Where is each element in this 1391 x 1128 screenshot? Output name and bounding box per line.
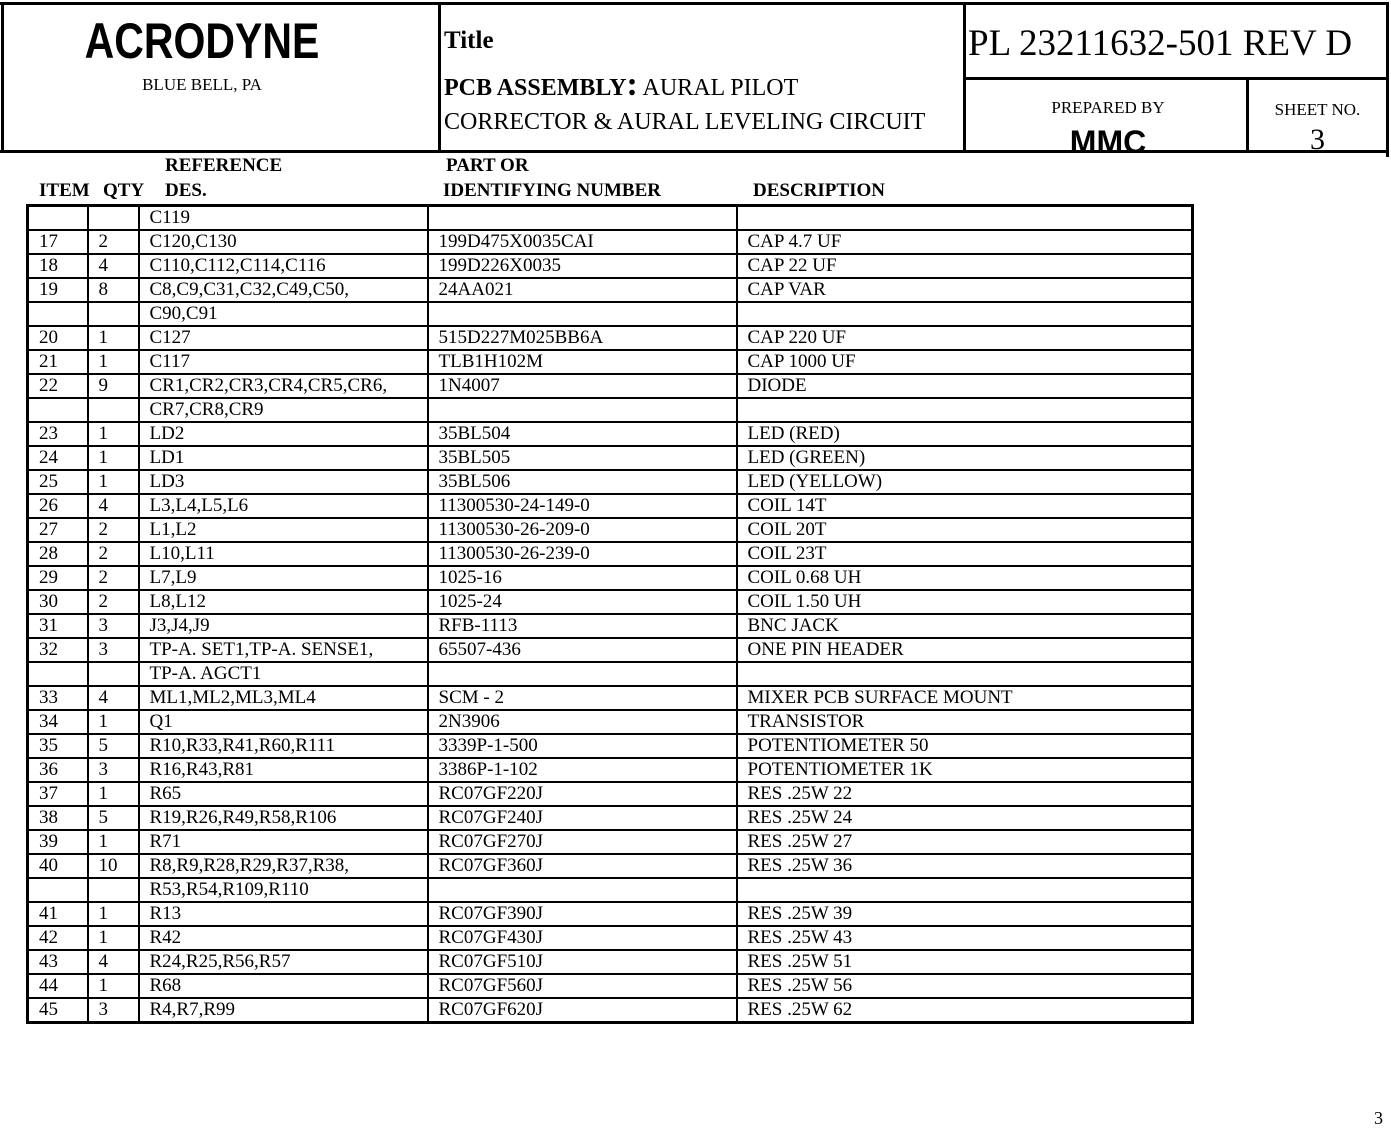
item-cell: 27 [28, 518, 88, 542]
description-cell: RES .25W 24 [737, 806, 1193, 830]
prepared-by-value: MMC [1069, 124, 1147, 153]
item-cell [28, 302, 88, 326]
header-reference-line1: REFERENCE [165, 155, 283, 176]
item-cell: 34 [28, 710, 88, 734]
part-number-cell: RFB-1113 [428, 614, 737, 638]
qty-cell: 4 [88, 494, 139, 518]
item-cell [28, 398, 88, 422]
description-cell: DIODE [737, 374, 1193, 398]
qty-cell: 10 [88, 854, 139, 878]
title-block-top-border [0, 2, 1389, 5]
part-number-cell: RC07GF560J [428, 974, 737, 998]
table-row [28, 518, 1193, 542]
part-number-cell: 65507-436 [428, 638, 737, 662]
table-row [28, 734, 1193, 758]
description-cell: CAP 22 UF [737, 254, 1193, 278]
title-line-1-rest: AURAL PILOT [637, 75, 799, 101]
description-cell: COIL 0.68 UH [737, 566, 1193, 590]
qty-cell: 5 [88, 734, 139, 758]
item-cell: 21 [28, 350, 88, 374]
table-row [28, 326, 1193, 350]
qty-cell [88, 398, 139, 422]
title-prefix: PCB ASSEMBLY [444, 75, 627, 101]
item-cell: 37 [28, 782, 88, 806]
item-cell: 43 [28, 950, 88, 974]
header-qty: QTY [103, 180, 145, 201]
table-row [28, 878, 1193, 902]
document-part-number: PL 23211632-501 REV D [968, 23, 1353, 64]
item-cell: 23 [28, 422, 88, 446]
description-cell: COIL 1.50 UH [737, 590, 1193, 614]
item-cell: 39 [28, 830, 88, 854]
qty-cell [88, 206, 139, 231]
table-row [28, 710, 1193, 734]
reference-cell: CR1,CR2,CR3,CR4,CR5,CR6, [139, 374, 428, 398]
part-number-cell: 1025-16 [428, 566, 737, 590]
item-cell: 32 [28, 638, 88, 662]
description-cell: MIXER PCB SURFACE MOUNT [737, 686, 1193, 710]
table-row [28, 614, 1193, 638]
table-row [28, 998, 1193, 1023]
page-number: 3 [1374, 1108, 1383, 1128]
table-row [28, 254, 1193, 278]
part-number-cell: 11300530-24-149-0 [428, 494, 737, 518]
description-cell: CAP 4.7 UF [737, 230, 1193, 254]
description-cell [737, 662, 1193, 686]
reference-cell: C110,C112,C114,C116 [139, 254, 428, 278]
reference-cell: R42 [139, 926, 428, 950]
qty-cell: 1 [88, 710, 139, 734]
header-item: ITEM [39, 180, 90, 201]
description-cell: ONE PIN HEADER [737, 638, 1193, 662]
table-row [28, 806, 1193, 830]
table-row [28, 422, 1193, 446]
parts-list-body [28, 206, 1193, 1023]
qty-cell: 1 [88, 422, 139, 446]
reference-cell: C90,C91 [139, 302, 428, 326]
part-number-cell: RC07GF220J [428, 782, 737, 806]
qty-cell: 3 [88, 638, 139, 662]
part-number-cell: 515D227M025BB6A [428, 326, 737, 350]
part-number-cell: 199D226X0035 [428, 254, 737, 278]
reference-cell: L8,L12 [139, 590, 428, 614]
reference-cell: R16,R43,R81 [139, 758, 428, 782]
qty-cell: 8 [88, 278, 139, 302]
part-number-cell [428, 662, 737, 686]
title-label: Title [444, 27, 494, 54]
table-row [28, 350, 1193, 374]
table-row [28, 926, 1193, 950]
part-number-cell [428, 302, 737, 326]
item-cell [28, 662, 88, 686]
title-block-divider-1 [438, 2, 441, 153]
description-cell: CAP 1000 UF [737, 350, 1193, 374]
item-cell: 17 [28, 230, 88, 254]
description-cell: RES .25W 51 [737, 950, 1193, 974]
part-number-cell: 199D475X0035CAI [428, 230, 737, 254]
description-cell: POTENTIOMETER 1K [737, 758, 1193, 782]
item-cell: 45 [28, 998, 88, 1023]
qty-cell: 1 [88, 350, 139, 374]
description-cell: COIL 23T [737, 542, 1193, 566]
qty-cell: 1 [88, 470, 139, 494]
part-number-cell: 1N4007 [428, 374, 737, 398]
part-number-cell: 2N3906 [428, 710, 737, 734]
qty-cell: 2 [88, 566, 139, 590]
item-cell: 44 [28, 974, 88, 998]
table-row [28, 470, 1193, 494]
description-cell: BNC JACK [737, 614, 1193, 638]
reference-cell: R68 [139, 974, 428, 998]
reference-cell: L3,L4,L5,L6 [139, 494, 428, 518]
qty-cell: 3 [88, 758, 139, 782]
item-cell [28, 206, 88, 231]
sheet-number-value: 3 [1310, 124, 1325, 153]
reference-cell: R8,R9,R28,R29,R37,R38, [139, 854, 428, 878]
qty-cell: 2 [88, 230, 139, 254]
part-number-cell: 24AA021 [428, 278, 737, 302]
part-number-cell: RC07GF360J [428, 854, 737, 878]
table-row [28, 974, 1193, 998]
title-colon: : [626, 66, 638, 103]
table-row [28, 590, 1193, 614]
qty-cell: 9 [88, 374, 139, 398]
qty-cell: 1 [88, 830, 139, 854]
header-part-line2: IDENTIFYING NUMBER [443, 180, 661, 201]
reference-cell: R65 [139, 782, 428, 806]
table-row [28, 950, 1193, 974]
table-row [28, 830, 1193, 854]
reference-cell: R24,R25,R56,R57 [139, 950, 428, 974]
qty-cell: 4 [88, 254, 139, 278]
qty-cell [88, 662, 139, 686]
description-cell: COIL 20T [737, 518, 1193, 542]
part-number-cell: RC07GF620J [428, 998, 737, 1023]
part-number-cell [428, 878, 737, 902]
company-location: BLUE BELL, PA [142, 75, 262, 94]
reference-cell: C120,C130 [139, 230, 428, 254]
item-cell: 38 [28, 806, 88, 830]
title-block [0, 0, 1391, 153]
qty-cell: 2 [88, 542, 139, 566]
company-logo: ACRODYNE [84, 13, 320, 69]
table-row [28, 374, 1193, 398]
description-cell: CAP VAR [737, 278, 1193, 302]
title-line-2: CORRECTOR & AURAL LEVELING CIRCUIT [444, 109, 926, 135]
table-row [28, 566, 1193, 590]
part-number-cell: RC07GF430J [428, 926, 737, 950]
item-cell: 28 [28, 542, 88, 566]
reference-cell: TP-A. AGCT1 [139, 662, 428, 686]
item-cell: 22 [28, 374, 88, 398]
part-number-cell: 1025-24 [428, 590, 737, 614]
reference-cell: R13 [139, 902, 428, 926]
title-line-1 [444, 66, 799, 103]
qty-cell: 3 [88, 614, 139, 638]
reference-cell: Q1 [139, 710, 428, 734]
table-row [28, 662, 1193, 686]
description-cell: TRANSISTOR [737, 710, 1193, 734]
table-row [28, 758, 1193, 782]
qty-cell: 1 [88, 326, 139, 350]
description-cell: RES .25W 27 [737, 830, 1193, 854]
parts-list-table [26, 204, 1194, 1024]
part-number-cell: 11300530-26-239-0 [428, 542, 737, 566]
reference-cell: R4,R7,R99 [139, 998, 428, 1023]
reference-cell: CR7,CR8,CR9 [139, 398, 428, 422]
description-cell: RES .25W 56 [737, 974, 1193, 998]
part-number-cell: TLB1H102M [428, 350, 737, 374]
reference-cell: LD1 [139, 446, 428, 470]
description-cell: LED (YELLOW) [737, 470, 1193, 494]
table-row [28, 494, 1193, 518]
item-cell: 19 [28, 278, 88, 302]
sheet-number-label: SHEET NO. [1274, 100, 1361, 119]
item-cell: 20 [28, 326, 88, 350]
table-row [28, 230, 1193, 254]
part-number-cell: 11300530-26-209-0 [428, 518, 737, 542]
reference-cell: L10,L11 [139, 542, 428, 566]
reference-cell: LD2 [139, 422, 428, 446]
title-block-divider-3 [963, 77, 1389, 80]
reference-cell: L1,L2 [139, 518, 428, 542]
qty-cell: 2 [88, 590, 139, 614]
qty-cell: 3 [88, 998, 139, 1023]
prepared-by-label: PREPARED BY [1051, 98, 1165, 117]
reference-cell: R10,R33,R41,R60,R111 [139, 734, 428, 758]
description-cell: RES .25W 36 [737, 854, 1193, 878]
part-number-cell: RC07GF510J [428, 950, 737, 974]
description-cell: CAP 220 UF [737, 326, 1193, 350]
header-reference-line2: DES. [165, 180, 207, 201]
item-cell: 42 [28, 926, 88, 950]
item-cell: 30 [28, 590, 88, 614]
part-number-cell: 35BL505 [428, 446, 737, 470]
reference-cell: C127 [139, 326, 428, 350]
header-description: DESCRIPTION [753, 180, 885, 201]
description-cell: LED (GREEN) [737, 446, 1193, 470]
reference-cell: R53,R54,R109,R110 [139, 878, 428, 902]
qty-cell: 1 [88, 974, 139, 998]
qty-cell: 1 [88, 902, 139, 926]
part-number-cell: 35BL504 [428, 422, 737, 446]
table-row [28, 902, 1193, 926]
description-cell: RES .25W 22 [737, 782, 1193, 806]
item-cell: 24 [28, 446, 88, 470]
table-row [28, 206, 1193, 231]
item-cell: 36 [28, 758, 88, 782]
description-cell [737, 398, 1193, 422]
qty-cell [88, 302, 139, 326]
item-cell: 35 [28, 734, 88, 758]
reference-cell: C119 [139, 206, 428, 231]
part-number-cell: SCM - 2 [428, 686, 737, 710]
item-cell: 31 [28, 614, 88, 638]
reference-cell: C117 [139, 350, 428, 374]
reference-cell: ML1,ML2,ML3,ML4 [139, 686, 428, 710]
qty-cell [88, 878, 139, 902]
qty-cell: 5 [88, 806, 139, 830]
reference-cell: LD3 [139, 470, 428, 494]
part-number-cell [428, 398, 737, 422]
reference-cell: J3,J4,J9 [139, 614, 428, 638]
reference-cell: R71 [139, 830, 428, 854]
item-cell: 33 [28, 686, 88, 710]
qty-cell: 4 [88, 950, 139, 974]
part-number-cell [428, 206, 737, 231]
part-number-cell: RC07GF390J [428, 902, 737, 926]
item-cell: 29 [28, 566, 88, 590]
description-cell: POTENTIOMETER 50 [737, 734, 1193, 758]
description-cell [737, 878, 1193, 902]
table-row [28, 542, 1193, 566]
table-row [28, 854, 1193, 878]
description-cell: RES .25W 62 [737, 998, 1193, 1023]
description-cell [737, 206, 1193, 231]
item-cell: 26 [28, 494, 88, 518]
description-cell: COIL 14T [737, 494, 1193, 518]
qty-cell: 1 [88, 446, 139, 470]
qty-cell: 1 [88, 782, 139, 806]
description-cell: RES .25W 43 [737, 926, 1193, 950]
part-number-cell: RC07GF240J [428, 806, 737, 830]
qty-cell: 4 [88, 686, 139, 710]
part-number-cell: RC07GF270J [428, 830, 737, 854]
part-number-cell: 35BL506 [428, 470, 737, 494]
description-cell: RES .25W 39 [737, 902, 1193, 926]
qty-cell: 2 [88, 518, 139, 542]
description-cell: LED (RED) [737, 422, 1193, 446]
part-number-cell: 3339P-1-500 [428, 734, 737, 758]
qty-cell: 1 [88, 926, 139, 950]
table-row [28, 638, 1193, 662]
table-row [28, 782, 1193, 806]
part-number-cell: 3386P-1-102 [428, 758, 737, 782]
header-part-line1: PART OR [446, 155, 529, 176]
table-row [28, 302, 1193, 326]
item-cell: 25 [28, 470, 88, 494]
reference-cell: R19,R26,R49,R58,R106 [139, 806, 428, 830]
table-row [28, 278, 1193, 302]
item-cell: 18 [28, 254, 88, 278]
item-cell: 41 [28, 902, 88, 926]
reference-cell: C8,C9,C31,C32,C49,C50, [139, 278, 428, 302]
item-cell: 40 [28, 854, 88, 878]
description-cell [737, 302, 1193, 326]
table-row [28, 398, 1193, 422]
table-row [28, 686, 1193, 710]
table-row [28, 446, 1193, 470]
reference-cell: TP-A. SET1,TP-A. SENSE1, [139, 638, 428, 662]
reference-cell: L7,L9 [139, 566, 428, 590]
item-cell [28, 878, 88, 902]
